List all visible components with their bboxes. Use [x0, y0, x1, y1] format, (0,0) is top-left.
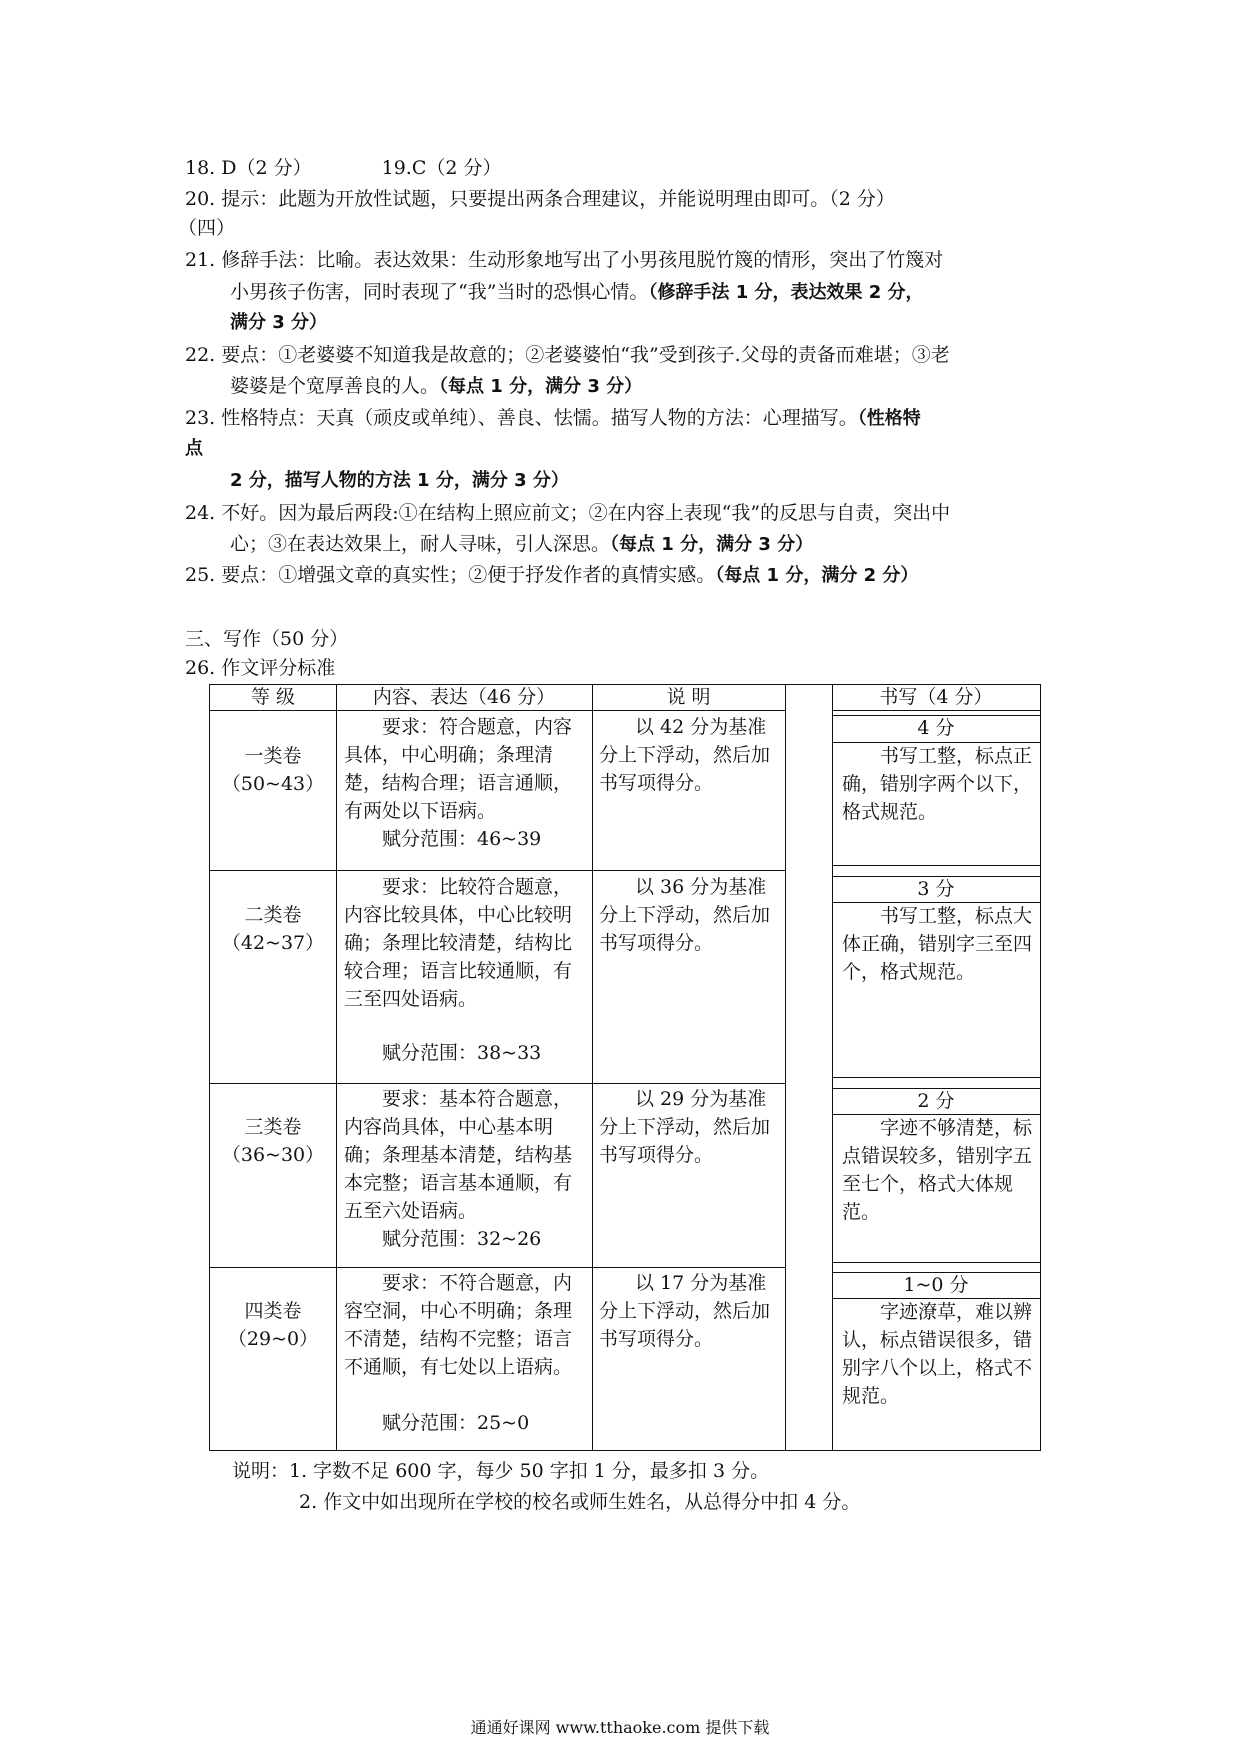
writing-score: 2 分 — [917, 1090, 955, 1112]
table-hline — [210, 870, 785, 871]
answer-24-line1: 24. 不好。因为最后两段:①在结构上照应前文；②在内容上表现“我”的反思与自责，突出中 — [185, 502, 951, 524]
table-hline — [832, 865, 1040, 866]
table-hline — [210, 1267, 785, 1268]
answer-22-score: （每点 1 分，满分 3 分） — [439, 376, 643, 397]
content-requirement: 要求：比较符合题意，内容比较具体，中心比较明确；条理比较清楚，结构比较合理；语言比较通顺，有三至四处语病。 — [344, 876, 573, 1010]
table-hline — [210, 1083, 785, 1084]
footer-download-note: 通通好课网 www.tthaoke.com 提供下载 — [470, 1718, 770, 1737]
content-requirement: 要求：不符合题意，内容空洞，中心不明确；条理不清楚，结构不完整；语言不通顺，有七处以上语病。 — [344, 1272, 573, 1378]
table-hline — [832, 1077, 1040, 1078]
answer-25 — [185, 561, 918, 590]
section-four: （四） — [178, 217, 236, 239]
table-note-1: 说明：1. 字数不足 600 字，每少 50 字扣 1 分，最多扣 3 分。 — [232, 1460, 770, 1482]
answer-23-text: 23. 性格特点：天真（顽皮或单纯）、善良、怯懦。描写人物的方法：心理描写。 — [185, 407, 858, 429]
writing-heading: 三、写作（50 分） — [185, 628, 349, 650]
content-requirement: 要求：基本符合题意，内容尚具体，中心基本明确；条理基本清楚，结构基本完整；语言基本通顺，有五至六处语病。 — [344, 1088, 573, 1222]
header-content: 内容、表达（46 分） — [372, 686, 556, 708]
grade-label: 二类卷 — [244, 904, 302, 926]
grade-range: （50~43） — [221, 773, 325, 795]
answer-25-text: 25. 要点：①增强文章的真实性；②便于抒发作者的真情实感。 — [185, 564, 716, 586]
answer-25-score: （每点 1 分，满分 2 分） — [715, 565, 919, 586]
answer-19: 19.C（2 分） — [381, 157, 502, 179]
table-vline — [785, 685, 786, 1450]
answer-22-text: 婆婆是个宽厚善良的人。 — [230, 375, 440, 397]
answer-24-text: 心；③在表达效果上，耐人寻味，引人深思。 — [230, 533, 611, 555]
grade-label: 三类卷 — [244, 1116, 302, 1138]
answer-22-line2 — [230, 372, 642, 401]
writing-score: 4 分 — [917, 717, 955, 739]
writing-desc: 字迹潦草，难以辨认，标点错误很多，错别字八个以上，格式不规范。 — [842, 1301, 1033, 1407]
grade-range: （29~0） — [227, 1328, 319, 1350]
table-vline — [592, 685, 593, 1450]
answer-20: 20. 提示：此题为开放性试题，只要提出两条合理建议，并能说明理由即可。（2 分） — [185, 188, 895, 210]
answer-24-score: （每点 1 分，满分 3 分） — [610, 534, 814, 555]
writing-desc: 字迹不够清楚，标点错误较多，错别字五至七个，格式大体规范。 — [842, 1117, 1033, 1223]
answer-21-score: （修辞手法 1 分，表达效果 2 分， — [648, 282, 924, 303]
grade-note: 以 17 分为基准分上下浮动，然后加书写项得分。 — [599, 1272, 771, 1350]
answer-23-line2: 点 — [185, 438, 203, 459]
grade-note: 以 36 分为基准分上下浮动，然后加书写项得分。 — [599, 876, 771, 954]
header-note: 说 明 — [666, 686, 711, 708]
scoring-table — [209, 684, 1041, 1451]
answer-24-line2 — [230, 530, 813, 559]
table-vline — [336, 685, 337, 1450]
score-range: 赋分范围：25~0 — [382, 1412, 530, 1434]
grade-range: （42~37） — [221, 932, 325, 954]
header-writing: 书写（4 分） — [879, 686, 993, 708]
writing-score: 3 分 — [917, 878, 955, 900]
table-hline — [832, 1262, 1040, 1263]
grade-label: 一类卷 — [244, 745, 302, 767]
table-note-2: 2. 作文中如出现所在学校的校名或师生姓名，从总得分中扣 4 分。 — [299, 1491, 861, 1513]
answer-21-line2 — [230, 278, 924, 307]
answer-18-19 — [185, 154, 502, 182]
writing-desc: 书写工整，标点正确，错别字两个以下，格式规范。 — [842, 745, 1033, 823]
answer-23-line3: 2 分，描写人物的方法 1 分，满分 3 分） — [230, 470, 569, 491]
grade-note: 以 42 分为基准分上下浮动，然后加书写项得分。 — [599, 716, 771, 794]
answer-23-line1 — [185, 404, 921, 433]
score-range: 赋分范围：46~39 — [382, 828, 542, 850]
question-26-title: 26. 作文评分标准 — [185, 657, 336, 679]
score-range: 赋分范围：38~33 — [382, 1042, 542, 1064]
grade-range: （36~30） — [221, 1144, 325, 1166]
answer-23-score: （性格特 — [857, 408, 921, 429]
answer-21-text: 小男孩子伤害，同时表现了“我”当时的恐惧心情。 — [230, 281, 649, 303]
content-requirement: 要求：符合题意，内容具体，中心明确；条理清楚，结构合理；语言通顺，有两处以下语病。 — [344, 716, 573, 822]
grade-label: 四类卷 — [244, 1300, 302, 1322]
writing-score: 1~0 分 — [903, 1274, 969, 1296]
answer-18: 18. D（2 分） — [185, 157, 312, 179]
score-range: 赋分范围：32~26 — [382, 1228, 542, 1250]
writing-desc: 书写工整，标点大体正确，错别字三至四个，格式规范。 — [842, 905, 1033, 983]
answer-22-line1: 22. 要点：①老婆婆不知道我是故意的；②老婆婆怕“我”受到孩子.父母的责备而难堪；③老 — [185, 344, 950, 366]
answer-21-line1: 21. 修辞手法：比喻。表达效果：生动形象地写出了小男孩甩脱竹篾的情形，突出了竹篾对 — [185, 249, 944, 271]
table-vline — [832, 685, 833, 1450]
grade-note: 以 29 分为基准分上下浮动，然后加书写项得分。 — [599, 1088, 771, 1166]
header-grade: 等 级 — [250, 686, 296, 708]
answer-21-line3: 满分 3 分） — [230, 312, 328, 333]
